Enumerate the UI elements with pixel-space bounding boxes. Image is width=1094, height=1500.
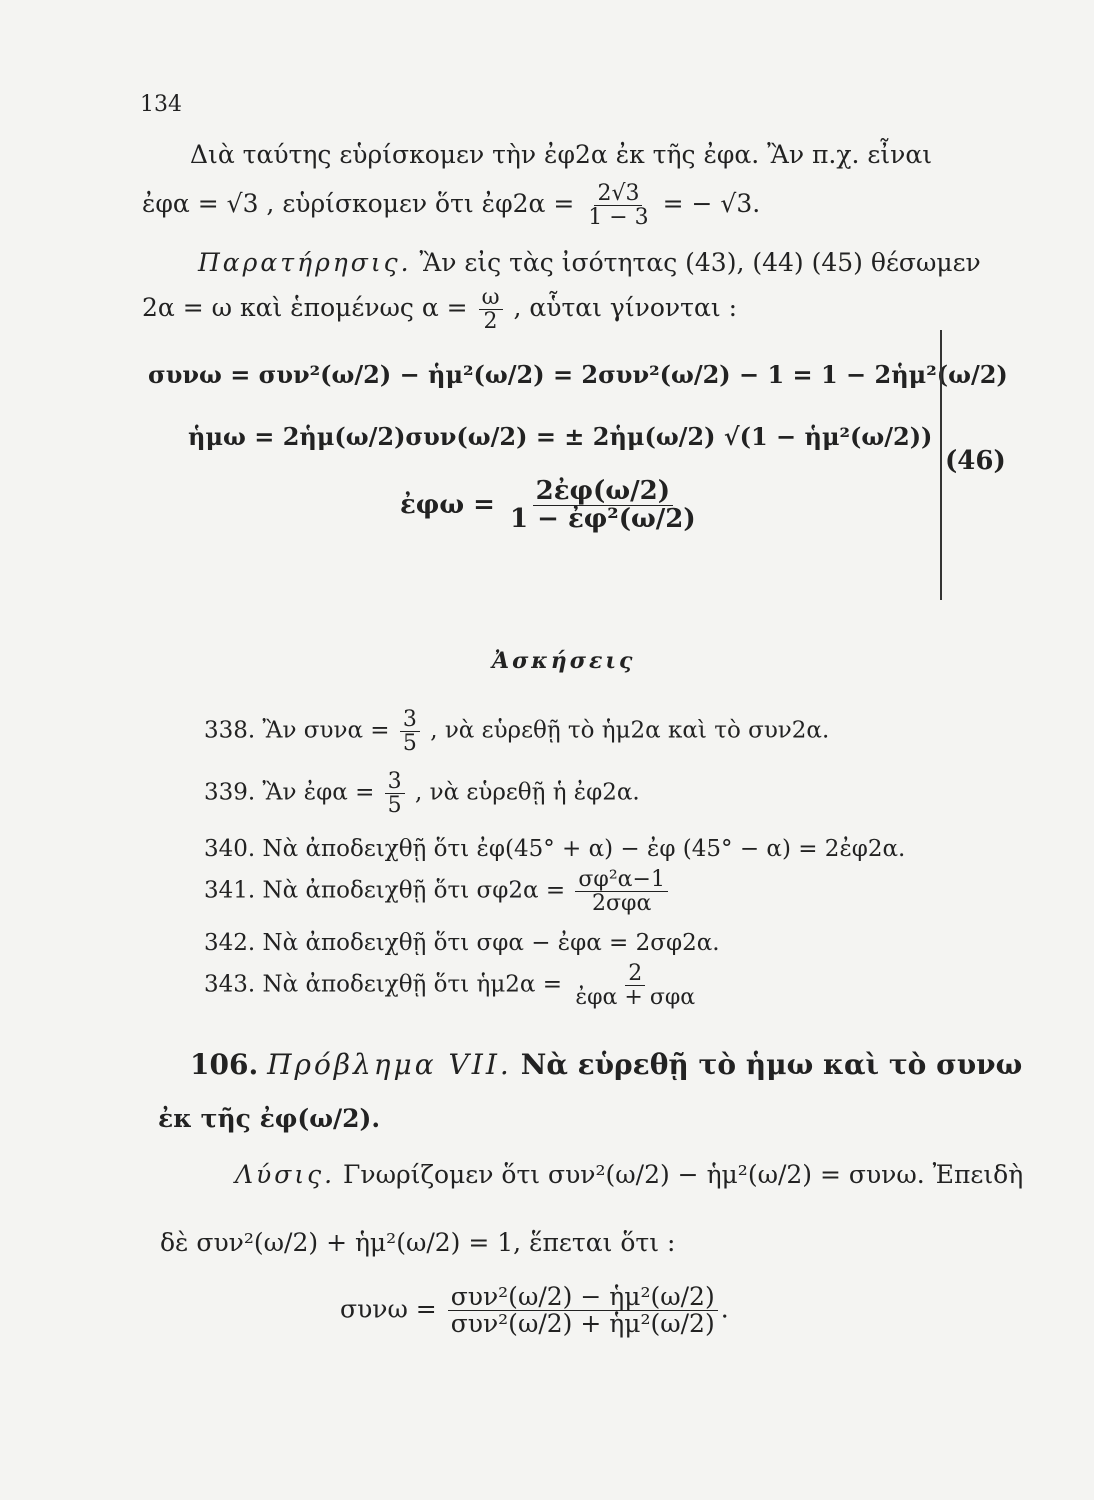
exercise-342: 342. Νὰ ἀποδειχθῇ ὅτι σφα − ἐφα = 2σφ2α. [204,930,720,956]
fraction [400,708,420,755]
text-line-4 [142,286,737,333]
problem-label: Πρόβλημα VII. [267,1048,512,1081]
problem-heading [190,1048,1022,1081]
exercise-340: 340. Νὰ ἀποδειχθῇ ὅτι ἐφ(45° + α) − ἐφ (45° − α) = 2ἐφ2α. [204,836,906,862]
solution-line [235,1160,1023,1189]
problem-line-2: ἐκ τῆς ἐφ(ω/2). [158,1104,381,1133]
fraction [575,868,668,915]
remark-line [198,248,981,277]
denominator: 5 [387,793,402,819]
text-line-2-start: ἐφα = √3 , εὑρίσκομεν ὅτι ἐφ2α = [142,189,575,219]
exercise-341 [204,868,671,915]
exercise-341-start: 341. Νὰ ἀποδειχθῇ ὅτι σφ2α = [204,877,566,904]
fraction [479,286,503,333]
text-line-4-start: 2α = ω καὶ ἑπομένως α = [142,293,468,323]
exercise-338 [204,708,829,755]
exercise-343-start: 343. Νὰ ἀποδειχθῇ ὅτι ἡμ2α = [204,971,563,998]
problem-number: 106. [190,1048,259,1081]
equation-3 [400,478,702,534]
numerator: σφ²α−1 [575,868,668,892]
period: . [720,1294,729,1324]
text-line-2-end: = − √3. [662,189,761,219]
final-equation-lhs: συνω = [340,1294,437,1324]
fraction [385,770,405,817]
fraction [572,962,698,1009]
numerator: 2 [625,962,645,986]
numerator: 3 [400,708,420,732]
fraction [507,478,699,534]
equation-3-lhs: ἐφω = [400,489,495,520]
denominator: 2 [483,309,498,335]
solution-line-2: δὲ συν²(ω/2) + ἡμ²(ω/2) = 1, ἕπεται ὅτι : [160,1228,676,1257]
brace [910,330,942,600]
denominator: 5 [402,731,417,757]
page-number: 134 [140,92,182,117]
numerator: 3 [385,770,405,794]
exercise-338-start: 338. Ἂν συνα = [204,717,390,744]
text-line-2 [142,182,760,229]
numerator: ω [479,286,503,310]
remark-text: Ἂν εἰς τὰς ἰσότητας (43), (44) (45) θέσωμεν [419,248,981,277]
denominator: 1 − 3 [588,205,649,231]
numerator: 2√3 [594,182,642,206]
exercise-339-start: 339. Ἂν ἐφα = [204,779,375,806]
equation-1: συνω = συν²(ω/2) − ἡμ²(ω/2) = 2συν²(ω/2) − 1 = 1 − 2ἡμ²(ω/2) [148,360,1008,389]
exercise-343 [204,962,701,1009]
exercises-title: Ἀσκήσεις [492,648,636,674]
numerator: συν²(ω/2) − ἡμ²(ω/2) [448,1284,718,1311]
remark-label: Παρατήρησις. [198,248,412,277]
exercise-339 [204,770,640,817]
exercise-338-end: , νὰ εὑρεθῇ τὸ ἡμ2α καὶ τὸ συν2α. [430,717,830,744]
fraction [448,1284,718,1338]
numerator: 2ἐφ(ω/2) [533,478,673,506]
denominator: συν²(ω/2) + ἡμ²(ω/2) [450,1309,715,1339]
problem-text: Νὰ εὑρεθῇ τὸ ἡμω καὶ τὸ συνω [520,1048,1023,1081]
fraction [585,182,651,229]
solution-text: Γνωρίζομεν ὅτι συν²(ω/2) − ἡμ²(ω/2) = συνω. Ἐπειδὴ [343,1160,1024,1189]
final-equation [340,1284,729,1338]
denominator: ἐφα + σφα [575,985,696,1011]
equation-2: ἡμω = 2ἡμ(ω/2)συν(ω/2) = ± 2ἡμ(ω/2) √(1 − ἡμ²(ω/2)) [188,422,933,451]
denominator: 1 − ἐφ²(ω/2) [510,504,696,535]
solution-label: Λύσις. [235,1160,336,1189]
text-line-4-end: , αὗται γίνονται : [513,293,737,323]
exercise-339-end: , νὰ εὑρεθῇ ἡ ἐφ2α. [414,779,640,806]
denominator: 2σφα [592,891,652,917]
equation-number: (46) [945,446,1006,476]
text-line-1: Διὰ ταύτης εὑρίσκομεν τὴν ἐφ2α ἐκ τῆς ἐφα. Ἂν π.χ. εἶναι [190,140,933,169]
